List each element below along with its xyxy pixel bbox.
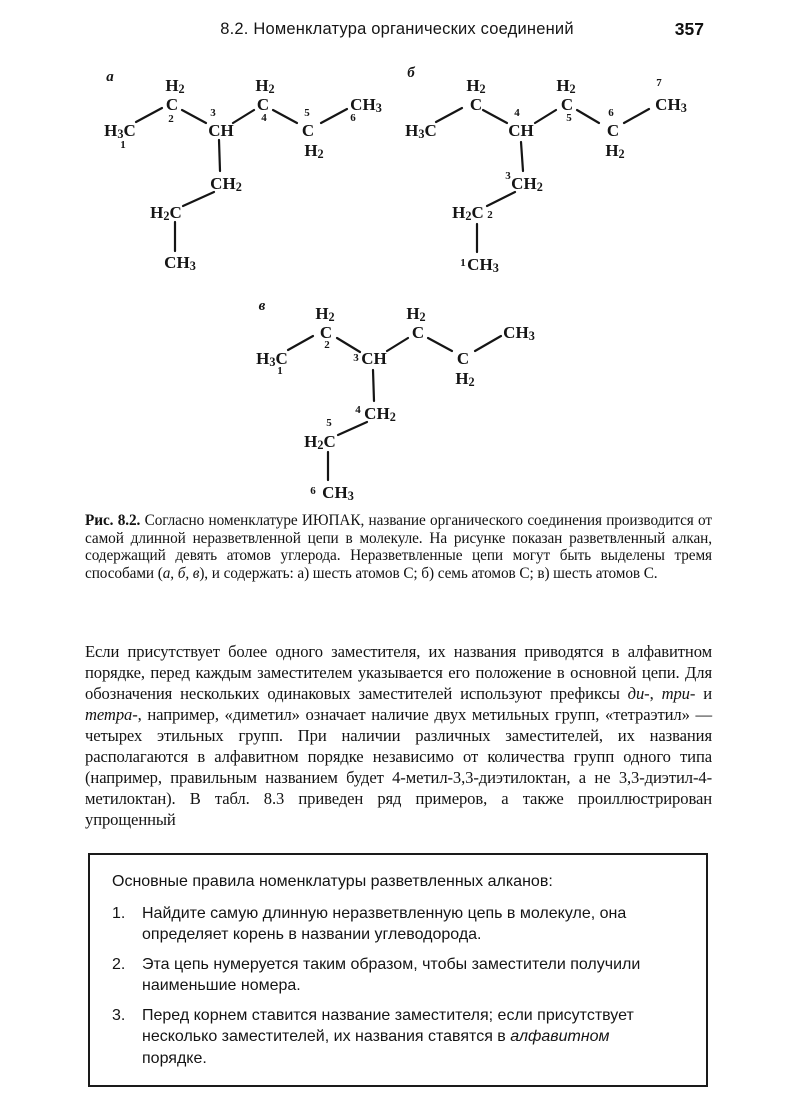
svg-text:C: C	[560, 94, 574, 114]
svg-text:CH3: $CH_3$	[467, 254, 499, 275]
svg-text:H2: $H_2$	[304, 140, 324, 161]
svg-text:H3C: $H_3C$	[104, 120, 136, 141]
svg-text:C: C	[411, 322, 425, 342]
structure-b-diagram	[400, 60, 720, 292]
svg-text:H2: $H_2$	[605, 140, 625, 161]
svg-text:в: в	[258, 298, 266, 314]
svg-text:H3C: $H_3C$	[256, 348, 288, 369]
svg-text:CH3: $CH_3$	[350, 94, 382, 115]
svg-text:4: 4	[261, 112, 267, 124]
svg-text:H2: $H_2$	[466, 75, 486, 96]
svg-text:CH2: $CH_2$	[364, 403, 396, 424]
rules-item-number: 2.	[112, 955, 126, 973]
svg-text:5: 5	[566, 112, 572, 124]
rules-box-item-3	[112, 1005, 672, 1070]
svg-text:CH3: $CH_3$	[322, 482, 354, 503]
svg-text:H2: $H_2$	[255, 75, 275, 96]
svg-text:H2C: $H_2C$	[452, 202, 484, 223]
svg-text:C: C	[301, 120, 315, 140]
svg-text:а: а	[106, 69, 114, 85]
rules-item-text: Эта цепь нумеруется таким образом, чтобы заместители получили наименьшие номера.	[142, 955, 641, 994]
rules-box-heading: Основные правила номенклатуры разветвленных алканов:	[112, 873, 553, 890]
svg-text:7: 7	[656, 77, 662, 89]
page-header	[85, 20, 709, 44]
svg-text:H2: $H_2$	[455, 368, 475, 389]
svg-text:2: 2	[324, 339, 330, 351]
svg-text:CH3: $CH_3$	[164, 252, 196, 273]
page-number: 357	[674, 19, 704, 39]
svg-text:CH2: $CH_2$	[210, 173, 242, 194]
svg-text:C: C	[469, 94, 483, 114]
body-paragraph: Если присутствует более одного заместителя, их названия приводятся в алфавитном порядке, перед каждым заместителем указывается его положение в основной цепи. Для обозначения нескольких одинаковых заместителей используют префиксы ди-, три- и тетра-, например, «диметил» означает наличие двух метильных групп, «тетраэтил» — четырех этильных групп. При наличии различных заместителей, их названия располагаются в алфавитном порядке независимо от количества групп одного типа (например, правильным названием будет 4-метил-3,3-диэтилоктан, а не 3,3-диэтил-4-метилоктан). В табл. 8.3 приведен ряд примеров, а также проиллюстрирован упрощенный	[85, 642, 712, 829]
svg-text:H2: $H_2$	[406, 303, 426, 324]
rules-box-item-2	[112, 954, 672, 997]
svg-text:2: 2	[168, 113, 174, 125]
svg-text:H2C: $H_2C$	[150, 202, 182, 223]
svg-text:4: 4	[355, 404, 361, 416]
figure-caption: Рис. 8.2. Согласно номенклатуре ИЮПАК, название органического соединения производится от самой длинной неразветвленной цепи в молекуле. На рисунке показан разветвленный алкан, содержащий девять атомов углерода. Неразветвленные цепи могут быть выделены тремя способами (а, б, в), и содержать: а) шесть атомов С; б) семь атомов С; в) шесть атомов С.	[85, 512, 712, 582]
svg-text:6: 6	[310, 485, 316, 497]
svg-text:H2: $H_2$	[556, 75, 576, 96]
svg-text:4: 4	[514, 107, 520, 119]
rules-item-number: 3.	[112, 1006, 126, 1024]
structure-a-diagram	[80, 60, 400, 292]
svg-text:6: 6	[608, 107, 614, 119]
rules-item-text: Найдите самую длинную неразветвленную цепь в молекуле, она определяет корень в названии углеводорода.	[142, 904, 627, 943]
rules-box-item-1	[112, 903, 672, 946]
rules-item-number: 1.	[112, 904, 126, 922]
svg-text:3: 3	[353, 352, 359, 364]
svg-text:C: C	[606, 120, 620, 140]
svg-text:CH: CH	[361, 348, 387, 368]
svg-text:1: 1	[120, 139, 126, 151]
svg-text:H2: $H_2$	[165, 75, 185, 96]
svg-text:6: 6	[350, 112, 356, 124]
svg-text:C: C	[319, 322, 333, 342]
svg-text:CH: CH	[208, 120, 234, 140]
svg-text:H2C: $H_2C$	[304, 431, 336, 452]
svg-text:1: 1	[460, 257, 466, 269]
svg-text:б: б	[407, 65, 415, 81]
svg-text:1: 1	[277, 365, 283, 377]
svg-text:C: C	[456, 348, 470, 368]
svg-text:3: 3	[210, 107, 216, 119]
svg-text:CH: CH	[508, 120, 534, 140]
svg-text:5: 5	[326, 417, 332, 429]
svg-text:CH3: $CH_3$	[503, 322, 535, 343]
svg-text:CH3: $CH_3$	[655, 94, 687, 115]
svg-text:H3C: $H_3C$	[405, 120, 437, 141]
svg-text:2: 2	[487, 209, 493, 221]
rules-box	[88, 853, 708, 1087]
svg-text:C: C	[256, 94, 270, 114]
svg-text:CH2: $CH_2$	[511, 173, 543, 194]
svg-text:H2: $H_2$	[315, 303, 335, 324]
structure-v-diagram	[230, 290, 570, 517]
svg-text:5: 5	[304, 107, 310, 119]
svg-text:3: 3	[505, 170, 511, 182]
section-title: 8.2. Номенклатура органических соединений	[220, 20, 574, 38]
svg-text:C: C	[165, 94, 179, 114]
rules-item-text: Перед корнем ставится название заместителя; если присутствует несколько заместителей, их названия ставятся в алфавитном порядке.	[142, 1006, 634, 1067]
